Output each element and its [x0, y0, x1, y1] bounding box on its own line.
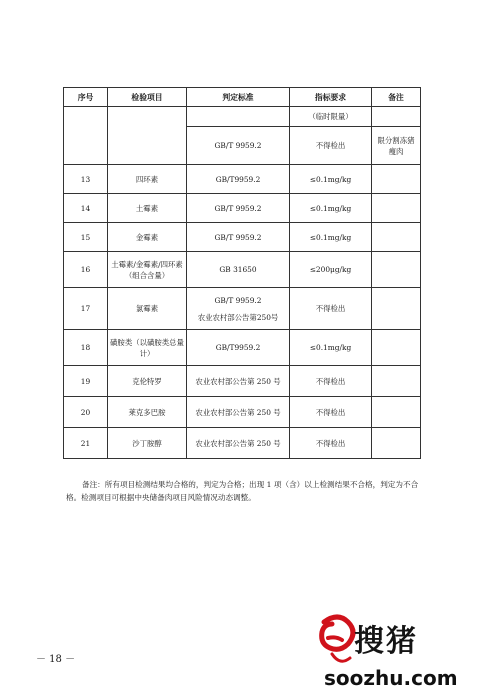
table-row [64, 194, 421, 223]
cell-requirement: ≤200μg/kg [290, 252, 372, 288]
cell-no [64, 107, 108, 165]
cell-note [372, 252, 421, 288]
cell-item: 土霉素/金霉素/四环素（组合含量） [108, 252, 187, 288]
cell-standard: 农业农村部公告第 250 号 [187, 366, 290, 397]
cell-no: 15 [64, 223, 108, 252]
cell-note [372, 194, 421, 223]
table-row [64, 223, 421, 252]
cell-note [372, 165, 421, 194]
header-standard: 判定标准 [187, 88, 290, 107]
standard-line: 农业农村部公告第250号 [197, 312, 279, 322]
standard-line: GB/T 9959.2 [214, 295, 262, 305]
table-row [64, 288, 421, 330]
cell-standard: GB/T9959.2 [187, 165, 290, 194]
cell-requirement: 不得检出 [290, 127, 372, 165]
cell-requirement: 不得检出 [290, 428, 372, 459]
cell-note [372, 107, 421, 127]
header-item: 检验项目 [108, 88, 187, 107]
cell-note [372, 330, 421, 366]
header-requirement: 指标要求 [290, 88, 372, 107]
watermark-cn: 搜猪 [354, 624, 418, 659]
cell-standard: GB/T 9959.2 [187, 127, 290, 165]
cell-requirement: 不得检出 [290, 288, 372, 330]
cell-requirement: ≤0.1mg/kg [290, 194, 372, 223]
footnote: 备注：所有项目检测结果均合格的，判定为合格；出现 1 项（含）以上检测结果不合格，判定为不合格。检测项目可根据中央储备肉项目风险情况动态调整。 [66, 479, 419, 502]
cell-requirement: ≤0.1mg/kg [290, 330, 372, 366]
inspection-table [63, 87, 421, 459]
cell-no: 14 [64, 194, 108, 223]
table-row [64, 366, 421, 397]
table-header-row [64, 88, 421, 107]
cell-requirement: ≤0.1mg/kg [290, 223, 372, 252]
cell-item: 土霉素 [108, 194, 187, 223]
watermark-logo [318, 612, 488, 696]
cell-note [372, 428, 421, 459]
cell-standard: 农业农村部公告第 250 号 [187, 428, 290, 459]
cell-note [372, 366, 421, 397]
cell-requirement: （临时限量） [290, 107, 372, 127]
cell-requirement: 不得检出 [290, 397, 372, 428]
cell-item: 克伦特罗 [108, 366, 187, 397]
cell-requirement: ≤0.1mg/kg [290, 165, 372, 194]
cell-standard: GB/T9959.2 [187, 330, 290, 366]
cell-note [372, 288, 421, 330]
cell-item: 磺胺类（以磺胺类总量计） [108, 330, 187, 366]
table-row [64, 330, 421, 366]
table-row [64, 428, 421, 459]
cell-standard: GB 31650 [187, 252, 290, 288]
table-row [64, 252, 421, 288]
table-row [64, 165, 421, 194]
cell-no: 16 [64, 252, 108, 288]
cell-item: 四环素 [108, 165, 187, 194]
cell-note [372, 223, 421, 252]
cell-no: 18 [64, 330, 108, 366]
cell-note [372, 397, 421, 428]
header-no: 序号 [64, 88, 108, 107]
cell-standard: GB/T 9959.2 [187, 223, 290, 252]
cell-item: 莱克多巴胺 [108, 397, 187, 428]
cell-requirement: 不得检出 [290, 366, 372, 397]
cell-standard: 农业农村部公告第 250 号 [187, 397, 290, 428]
cell-item: 氯霉素 [108, 288, 187, 330]
cell-item: 沙丁胺醇 [108, 428, 187, 459]
header-note: 备注 [372, 88, 421, 107]
cell-no: 21 [64, 428, 108, 459]
cell-item: 金霉素 [108, 223, 187, 252]
cell-standard [187, 288, 290, 330]
page-number: － 18 － [36, 654, 76, 665]
cell-no: 17 [64, 288, 108, 330]
cell-standard [187, 107, 290, 127]
cell-no: 20 [64, 397, 108, 428]
table-row [64, 397, 421, 428]
cell-note: 限分割冻猪瘦肉 [372, 127, 421, 165]
cell-no: 13 [64, 165, 108, 194]
table-row-continued-top [64, 107, 421, 127]
cell-item [108, 107, 187, 165]
cell-no: 19 [64, 366, 108, 397]
cell-standard: GB/T 9959.2 [187, 194, 290, 223]
watermark-en: soozhu.com [324, 666, 458, 690]
pig-logo-icon [318, 614, 358, 670]
